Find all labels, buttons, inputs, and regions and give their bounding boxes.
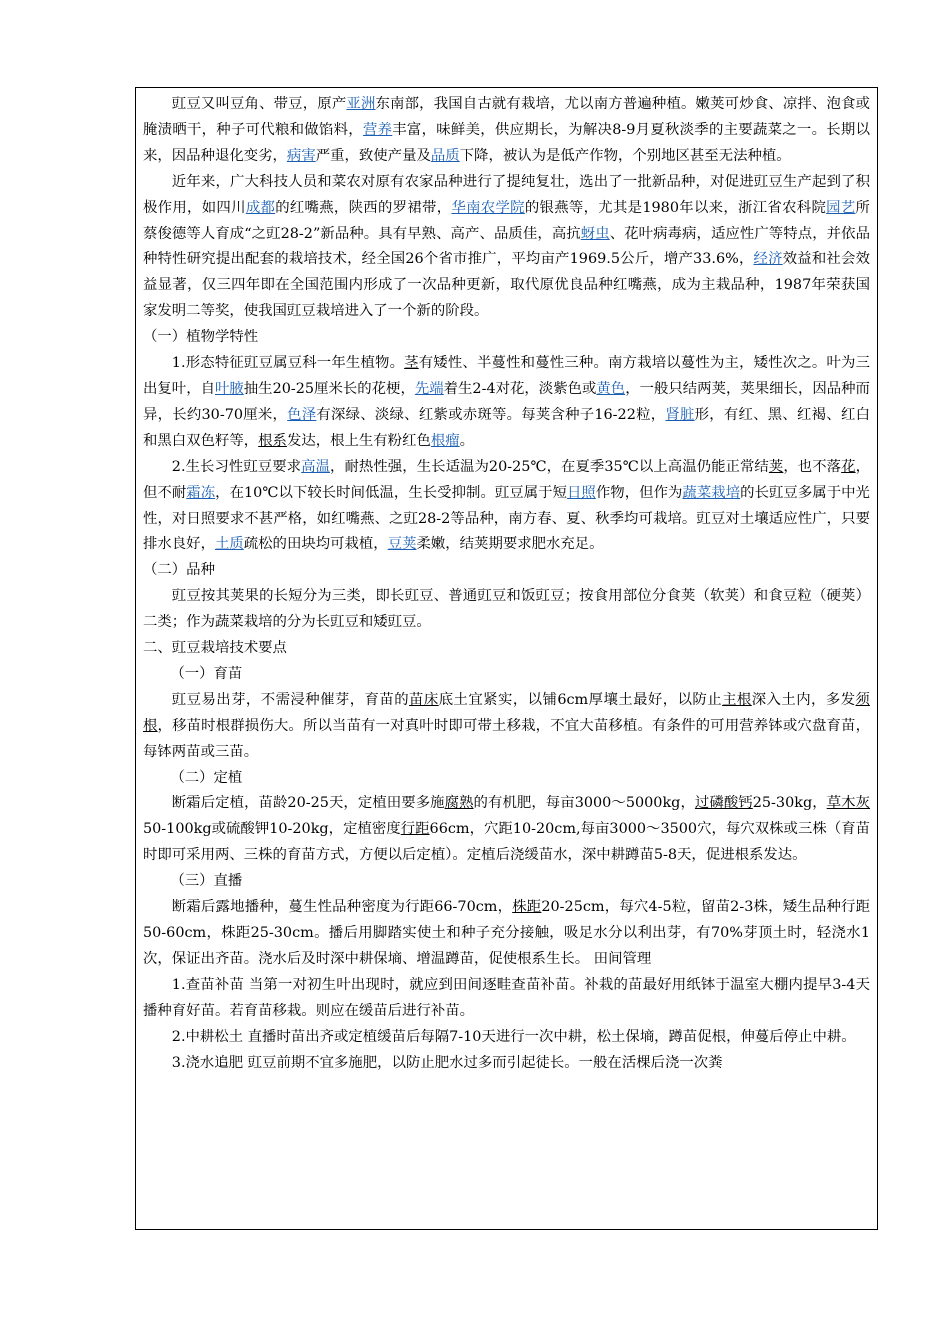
heading-botany [143,325,870,351]
text-run: 2.生长习性豇豆要求 [171,458,302,475]
term-link[interactable]: 营养 [362,121,393,138]
term-link[interactable]: 成都 [245,199,276,216]
text-run: 发达，根上生有粉红色 [286,432,431,449]
text-run: ，也不落 [783,458,842,475]
text-run: 形，有红、黑、红褐、红白和黑白双色籽等， [143,406,870,449]
management-item-1 [143,973,870,1025]
text-run: 作物，但作为 [595,484,683,501]
underlined-term: 腐熟 [444,795,474,812]
text-run: （二）定植 [170,769,243,786]
text-run: 2.中耕松土 直播时苗出齐或定植缓苗后每隔7-10天进行一次中耕，松土保墒，蹲苗促根，伸蔓后停止中耕。 [171,1028,856,1045]
underlined-term: 花 [841,458,856,475]
underlined-term: 苗床 [409,691,439,708]
term-link[interactable]: 华南农学院 [451,199,525,216]
text-run: 效益和社会效益显著，仅三四年即在全国范围内形成了一次品种更新，取代原优良品种红嘴燕，成为主栽品种，1987年荣获国家发明二等奖，使我国豇豆栽培进入了一个新的阶段。 [143,251,870,320]
text-run: 3.浇水追肥 豇豆前期不宜多施肥，以防止肥水过多而引起徒长。一般在活棵后浇一次粪 [171,1054,723,1071]
text-run: 1.查苗补苗 当第一对初生叶出现时，就应到田间逐畦查苗补苗。补栽的苗最好用纸钵于温室大棚内提早3-4天播种育好苗。若育苗移栽。则应在缓苗后进行补苗。 [143,976,870,1019]
term-link[interactable]: 经济 [753,251,783,268]
heading-varieties [143,558,870,584]
text-run: 东南部，我国自古就有栽培，尤以南方普遍种植。嫩荚可炒食、凉拌、泡食或腌渍晒干，种子可代粮和做馅料， [143,96,870,138]
text-run: ，一般只结两荚，荚果细长，因品种而异，长约30-70厘米， [143,380,870,423]
term-link[interactable]: 病害 [286,147,316,164]
term-link[interactable]: 霜冻 [186,484,216,501]
text-run: 柔嫩，结荚期要求肥水充足。 [416,536,604,553]
varieties-paragraph [143,584,870,636]
text-run: ，但不耐 [143,458,870,501]
underlined-term: 须根 [143,691,870,734]
term-link[interactable]: 日照 [567,484,596,501]
term-link[interactable]: 土质 [214,536,244,553]
heading-cultivation [143,636,870,662]
text-run: ，在10℃以下较长时间低温，生长受抑制。豇豆属于短 [215,484,567,501]
text-run: 着生2-4对花，淡紫色或 [443,380,597,397]
text-run: 的红嘴燕，陕西的罗裙带， [275,199,452,216]
text-run: 疏松的田块均可栽植， [243,536,388,553]
document-body [143,92,870,1076]
management-item-2 [143,1025,870,1051]
term-link[interactable]: 豆荚 [387,536,417,553]
text-run: 严重，致使产量及 [315,147,431,164]
text-run: 的有机肥，每亩3000～5000kg， [473,795,695,812]
planting-paragraph [143,791,870,869]
text-run: 1.形态特征豇豆属豆科一年生植物。 [171,355,405,372]
term-link[interactable]: 高温 [301,458,331,475]
text-run: ，耐热性强，生长适温为20-25℃，在夏季35℃以上高温仍能正常结 [330,458,769,475]
term-link[interactable]: 蚜虫 [580,225,610,242]
text-run: 20-25cm，每穴4-5粒，留苗2-3株，矮生品种行距50-60cm，株距25-30cm。播后用脚踏实使土和种子充分接触，吸足水分以利出芽，有70%芽顶土时，轻浇水1次，保证出齐苗。浇水后及时深中耕保墒、增温蹲苗，促使根系生长。 田间管理 [143,899,870,967]
term-link[interactable]: 亚洲 [346,96,376,112]
term-link[interactable]: 根瘤 [430,432,460,449]
direct-sowing-paragraph [143,895,870,973]
underlined-term: 荚 [768,458,784,475]
text-run: （二）品种 [143,562,215,579]
text-run: 有深绿、淡绿、红紫或赤斑等。每荚含种子16-22粒， [316,406,666,423]
text-run: 的银燕等，尤其是1980年以来，浙江省农科院 [524,199,827,216]
underlined-term: 茎 [404,355,419,372]
text-run: ，移苗时根群损伤大。所以当苗有一对真叶时即可带土移栽，不宜大苗移植。有条件的可用营养钵或穴盘育苗，每钵两苗或三苗。 [143,717,870,760]
text-run: 二、豇豆栽培技术要点 [143,640,287,657]
heading-planting [143,766,870,792]
heading-seedling [143,662,870,688]
growth-habit-paragraph [143,455,870,559]
underlined-term: 株距 [512,899,542,916]
heading-direct-sowing [143,869,870,895]
text-run: 深入土内，多发 [751,691,856,708]
term-link[interactable]: 品质 [430,147,460,164]
term-link[interactable]: 园艺 [826,199,856,216]
term-link[interactable]: 先端 [414,380,444,397]
text-run: 66cm，穴距10-20cm,每亩3000～3500穴，每穴双株或三株（育苗时即可采用两、三株的育苗方式，方便以后定植）。定植后浇缓苗水，深中耕蹲苗5-8天，促进根系发达。 [143,821,870,864]
text-run: 下降，被认为是低产作物，个别地区甚至无法种植。 [459,147,791,164]
text-run: 、花叶病毒病，适应性广等特点，并依品种特性研究提出配套的栽培技术，经全国26个省市推广，平均亩产1969.5公斤，增产33.6%， [143,225,870,268]
term-link[interactable]: 黄色 [596,380,626,397]
text-run: 断霜后定植，苗龄20-25天，定植田要多施 [171,795,445,812]
seedling-paragraph [143,688,870,766]
text-run: 豇豆又叫豆角、带豆，原产 [171,96,347,112]
text-run: 。 [459,432,475,449]
text-run: （一）植物学特性 [143,329,259,346]
text-run: 的长豇豆多属于中光性，对日照要求不甚严格，如红嘴燕、之豇28-2等品种，南方春、夏、秋季均可栽培。豇豆对土壤适应性广，只要排水良好， [143,484,870,553]
term-link[interactable]: 色泽 [287,406,317,423]
intro-paragraph-2 [143,170,870,325]
text-run: 豇豆按其荚果的长短分为三类，即长豇豆、普通豇豆和饭豇豆；按食用部位分食荚（软荚）和食豆粒（硬荚）二类；作为蔬菜栽培的分为长豇豆和矮豇豆。 [143,588,870,631]
underlined-term: 行距 [400,821,430,838]
underlined-term: 根系 [258,432,287,449]
text-run: 豇豆易出芽，不需浸种催芽，育苗的 [171,691,410,708]
text-run: 50-100kg或硫酸钾10-20kg，定植密度 [143,821,401,838]
term-link[interactable]: 叶腋 [214,380,244,397]
morphology-paragraph [143,351,870,455]
management-item-3 [143,1051,870,1077]
text-run: 有矮性、半蔓性和蔓性三种。南方栽培以蔓性为主，矮性次之。叶为三出复叶，自 [143,355,870,397]
text-run: 丰富，味鲜美，供应期长，为解决8-9月夏秋淡季的主要蔬菜之一。长期以来，因品种退化变劣， [143,121,870,164]
text-run: 底土宜紧实，以铺6cm厚壤土最好，以防止 [438,691,723,708]
text-run: 近年来，广大科技人员和菜农对原有农家品种进行了提纯复壮，选出了一批新品种，对促进豇豆生产起到了积极作用，如四川 [143,173,870,216]
underlined-term: 主根 [722,691,752,708]
text-run: 断霜后露地播种，蔓生性品种密度为行距66-70cm， [171,899,513,916]
text-run: （三）直播 [170,873,243,890]
term-link[interactable]: 肾脏 [665,406,695,423]
underlined-term: 过磷酸钙 [694,795,753,812]
text-run: 抽生20-25厘米长的花梗， [243,380,415,397]
text-run: （一）育苗 [170,665,243,682]
text-run: 25-30kg， [752,795,827,812]
term-link[interactable]: 蔬菜栽培 [682,484,741,501]
underlined-term: 草木灰 [826,795,870,812]
text-run: 所蔡俊德等人育成“之豇28-2”新品种。具有早熟、高产、品质佳，高抗 [143,199,870,242]
intro-paragraph-1 [143,92,870,170]
